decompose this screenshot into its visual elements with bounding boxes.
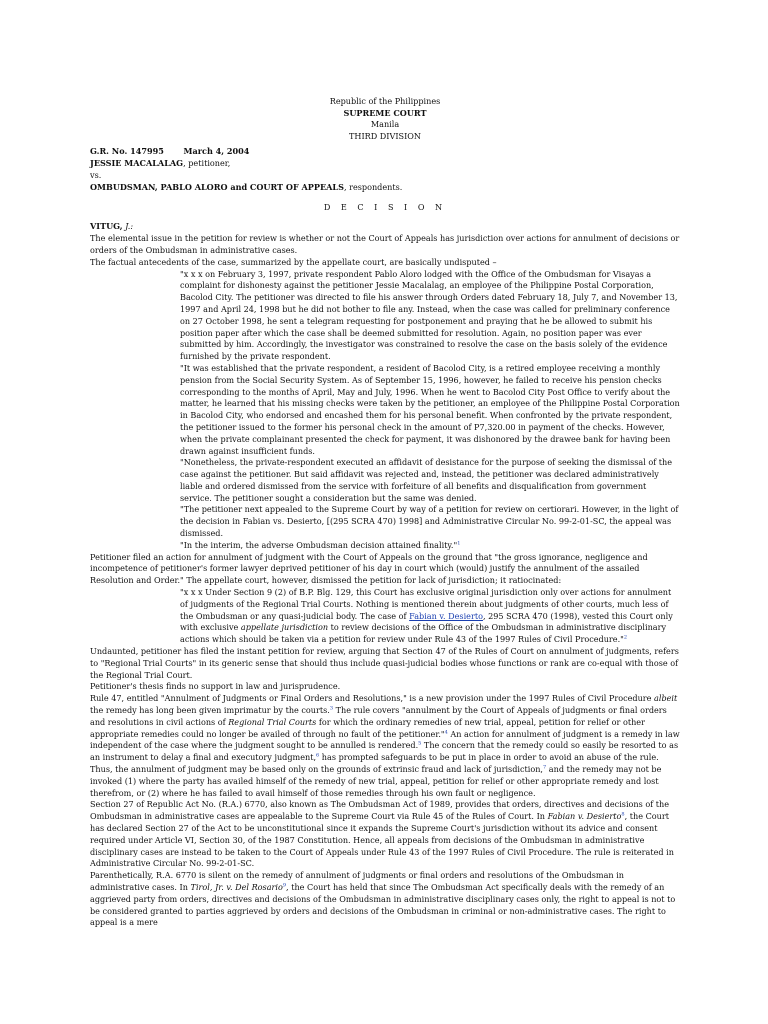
footnote-ref[interactable]: 4 bbox=[444, 728, 448, 735]
respondent-line bbox=[90, 182, 680, 194]
republic-line: Republic of the Philippines bbox=[329, 96, 441, 106]
petitioner-role: , petitioner, bbox=[183, 158, 231, 169]
gr-number: G.R. No. 147995 bbox=[90, 146, 164, 157]
footnote-ref[interactable]: 8 bbox=[621, 811, 625, 818]
paragraph: The elemental issue in the petition for review is whether or not the Court of Appeals has jurisdiction over actions for annulment of decisions or orders of the Ombudsman in administrative cases. bbox=[90, 233, 680, 255]
case-number-line bbox=[90, 146, 680, 158]
court-city: Manila bbox=[370, 119, 400, 130]
case-caption bbox=[90, 146, 680, 193]
paragraph: Section 27 of Republic Act No. (R.A.) 6770, also known as The Ombudsman Act of 1989, provides that orders, directives and decisions of the Ombudsman in administrative cases are appealable to the Supreme Court via Rule 45 of the Rules of Court. In Fabian v. Desierto$^8$, the Court has declared Section 27 of the Act to be unconstitutional since it expands the Supreme Court's jurisdiction without its advice and consent required under Article VI, Section 30, of the 1987 Constitution. Hence, all appeals from decisions of the Ombudsman in administrative disciplinary cases are instead to be taken to the Court of Appeals under Rule 43 of the 1997 Rules of Civil Procedure. The rule is reiterated in Administrative Circular No. 99-2-01-SC. bbox=[90, 799, 674, 869]
petitioner-name: JESSIE MACALALAG bbox=[90, 158, 184, 169]
block-quote: "It was established that the private respondent, a resident of Bacolod City, is a retired employee receiving a monthly pension from the Social Security System. As of September 15, 1996, however, he failed to receive his pension checks corresponding to the months of April, May and July, 1996. When he went to Bacolod City Post Office to verify about the matter, he learned that his missing checks were taken by the petitioner, an employee of the Philippine Postal Corporation in Bacolod City, who endorsed and encashed them for his personal benefit. When confronted by the private respondent, the petitioner issued to the former his personal check in the amount of P7,320.00 in payment of the checks. However, when the private complainant presented the check for payment, it was dishonored by the drawee bank for having been drawn against insufficient funds. bbox=[180, 362, 680, 456]
paragraph: Undaunted, petitioner has filed the instant petition for review, arguing that Section 47 of the Rules of Court on annulment of judgments, refers to "Regional Trial Courts" in its generic sense that should thus include quasi-judicial bodies whose functions or rank are co-equal with those of the Regional Trial Court. bbox=[90, 646, 679, 680]
respondent-role: , respondents. bbox=[343, 181, 403, 192]
case-link-fabian[interactable]: Fabian v. Desierto bbox=[409, 610, 483, 621]
block-quote: "In the interim, the adverse Ombudsman decision attained finality."$^1$ bbox=[180, 539, 461, 550]
court-header bbox=[90, 96, 680, 142]
footnote-ref[interactable]: 7 bbox=[543, 764, 547, 771]
paragraph: Rule 47, entitled "Annulment of Judgments or Final Orders and Resolutions," is a new provision under the 1997 Rules of Civil Procedure albeit the remedy has long been given imprimatur by the courts.$^3$ The rule covers "annulment by the Court of Appeals of judgments or final orders and resolutions in civil actions of Regional Trial Courts for which the ordinary remedies of new trial, appeal, petition for relief or other appropriate remedies could no longer be availed of through no fault of the petitioner."$^4$ An action for annulment of judgment is a remedy in law independent of the case where the judgment sought to be annulled is rendered.$^5$ The concern that the remedy could so easily be resorted to as an instrument to delay a final and executory judgment,$^6$ has prompted safeguards to be put in place in order to avoid an abuse of the rule. Thus, the annulment of judgment may be based only on the grounds of extrinsic fraud and lack of jurisdiction,$^7$ and the remedy may not be invoked (1) where the party has availed himself of the remedy of new trial, appeal, petition for relief or other appropriate remedy and lost therefrom, or (2) where he has failed to avail himself of those remedies through his own fault or negligence. bbox=[90, 693, 680, 798]
document-page bbox=[90, 96, 680, 929]
block-quote: "x x x on February 3, 1997, private respondent Pablo Aloro lodged with the Office of the Ombudsman for Visayas a complaint for dishonesty against the petitioner Jessie Macalalag, an employee of the Philippine Postal Corporation, Bacolod City. The petitioner was directed to file his answer through Orders dated February 18, July 7, and November 13, 1997 and April 24, 1998 but he did not bother to file any. Instead, when the case was called for preliminary conference on 27 October 1998, he sent a telegram requesting for postponement and praying that he be allowed to submit his position paper after which the case shall be deemed submitted for resolution. Again, no position paper was ever submitted by him. Accordingly, the investigator was constrained to resolve the case on the basis solely of the evidence furnished by the private respondent. bbox=[180, 268, 678, 362]
block-quote: "x x x Under Section 9 (2) of B.P. Blg. 129, this Court has exclusive original jurisdiction only over actions for annulment of judgments of the Regional Trial Courts. Nothing is mentioned therein about judgments of other courts, much less of the Ombudsman or any quasi-judicial body. The case of Fabian v. Desierto, 295 SCRA 470 (1998), vested this Court only with exclusive appellate jurisdiction to review decisions of the Office of the Ombudsman in administrative disciplinary actions which should be taken via a petition for review under Rule 43 of the 1997 Rules of Civil Procedure."$^2$ bbox=[180, 587, 673, 645]
block-quote: "The petitioner next appealed to the Supreme Court by way of a petition for review on certiorari. However, in the light of the decision in Fabian vs. Desierto, [(295 SCRA 470) 1998] and Administrative Circular No. 99-2-01-SC, the appeal was dismissed. bbox=[180, 504, 679, 539]
versus: vs. bbox=[90, 169, 102, 180]
footnote-ref[interactable]: 3 bbox=[329, 705, 334, 712]
paragraph: Petitioner's thesis finds no support in law and jurisprudence. bbox=[90, 681, 341, 692]
footnote-ref[interactable]: 5 bbox=[418, 740, 422, 747]
footnote-ref[interactable]: 9 bbox=[282, 882, 287, 889]
petitioner-line bbox=[90, 158, 680, 170]
ponente: VITUG, J.: bbox=[90, 221, 134, 232]
footnote-ref[interactable]: 6 bbox=[316, 752, 320, 759]
paragraph: Petitioner filed an action for annulment of judgment with the Court of Appeals on the ground that "the gross ignorance, negligence and incompetence of petitioner's former lawyer deprived petitioner of his day in court which (would) justify the annulment of the assailed Resolution and Order." The appellate court, however, dismissed the petition for lack of jurisdiction; it ratiocinated: bbox=[90, 551, 648, 586]
block-quote: "Nonetheless, the private-respondent executed an affidavit of desistance for the purpose of seeking the dismissal of the case against the petitioner. But said affidavit was rejected and, instead, the petitioner was declared administratively liable and ordered dismissed from the service with forfeiture of all benefits and disqualification from government service. The petitioner sought a consideration but the same was denied. bbox=[180, 457, 673, 503]
footnote-ref[interactable]: 1 bbox=[457, 540, 461, 547]
paragraph: The factual antecedents of the case, summarized by the appellate court, are basically undisputed – bbox=[90, 256, 497, 267]
footnote-ref[interactable]: 2 bbox=[623, 634, 628, 641]
court-division: THIRD DIVISION bbox=[349, 130, 421, 141]
decision-date: March 4, 2004 bbox=[183, 146, 250, 157]
court-name: SUPREME COURT bbox=[343, 107, 427, 118]
paragraph: Parenthetically, R.A. 6770 is silent on the remedy of annulment of judgments or final orders and resolutions of the Ombudsman in administrative cases. In Tirol, Jr. v. Del Rosario$^9$, the Court has held that since The Ombudsman Act specifically deals with the remedy of an aggrieved party from orders, directives and decisions of the Ombudsman in administrative disciplinary cases only, the right to appeal is not to be considered granted to parties aggrieved by orders and decisions of the Ombudsman in criminal or non-administrative cases. The right to appeal is a mere bbox=[90, 870, 676, 928]
decision-title: D E C I S I O N bbox=[323, 201, 447, 212]
respondent-names: OMBUDSMAN, PABLO ALORO and COURT OF APPEALS bbox=[90, 181, 344, 192]
